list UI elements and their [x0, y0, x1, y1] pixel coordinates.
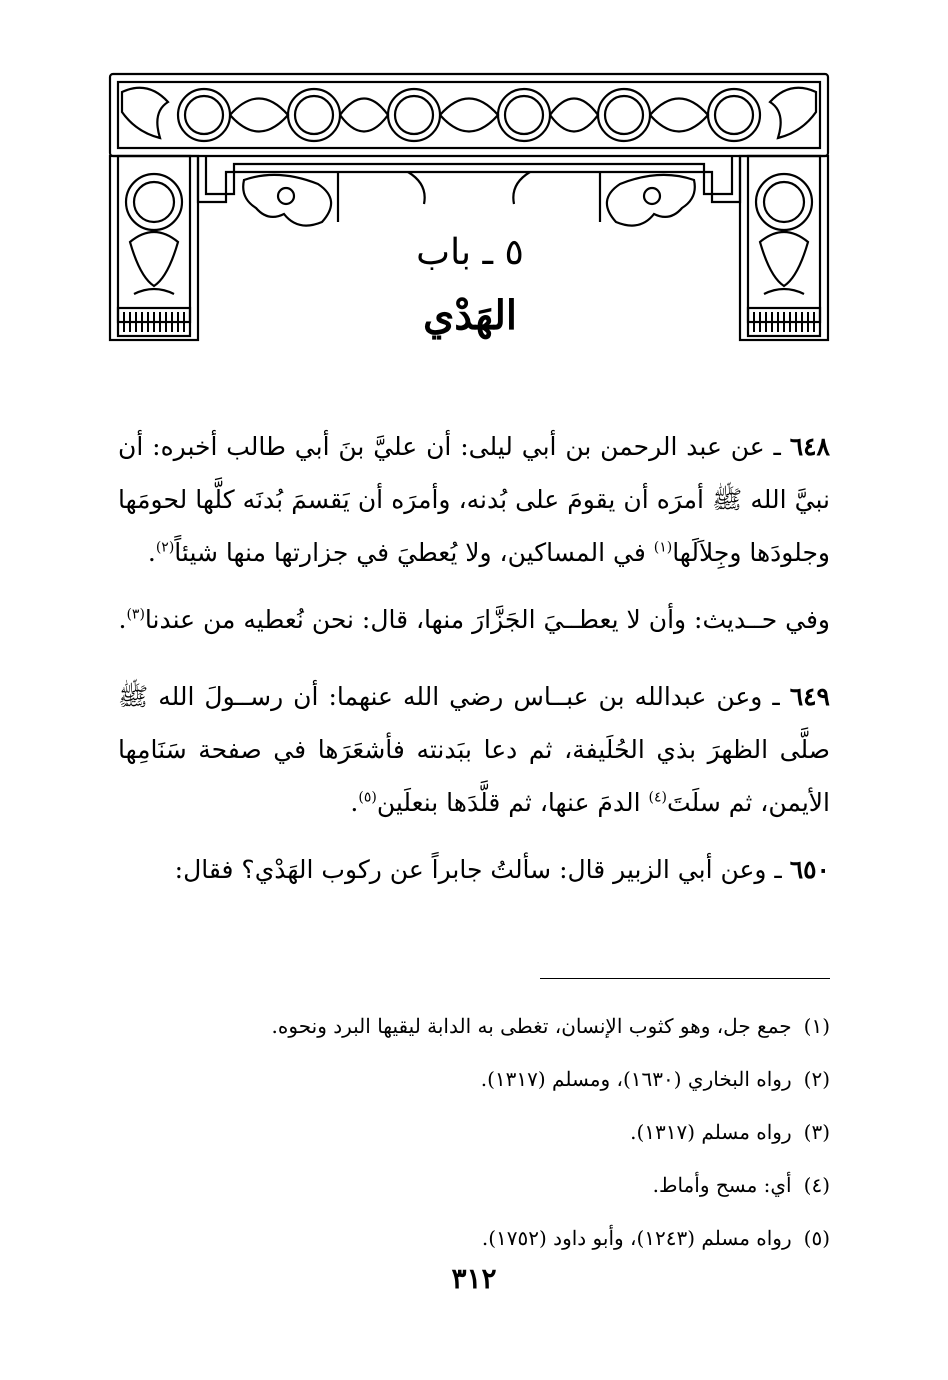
hadith-649: [118, 670, 830, 829]
footnote-item: [118, 1053, 830, 1106]
footnote-item: [118, 1106, 830, 1159]
footnote-marker: (٢): [803, 1067, 830, 1091]
chapter-number-label: ٥ ـ باب: [416, 232, 524, 273]
footnote-text: رواه البخاري (١٦٣٠)، ومسلم (١٣١٧).: [480, 1067, 792, 1091]
hadith-number: ٦٥٠: [789, 855, 830, 884]
footnote-ref: (٢): [155, 539, 175, 556]
footnote-ref: (٤): [648, 789, 668, 806]
page-number: ٣١٢: [451, 1262, 497, 1295]
paragraph-text: وفي حــديث: وأن لا يعطــيَ الجَزَّارَ منها، قال: نحن نُعطيه من عندنا: [144, 605, 830, 634]
paragraph-text: ـ عن عبد الرحمن بن أبي ليلى: أن عليَّ بنَ أبي طالب أخبره: أن نبيَّ الله ﷺ أمرَه أن يقومَ على بُدنه، وأمرَه أن يَقسمَ بُدنَه كلَّها لحومَها وجلودَها وجِلاَلَها: [118, 432, 830, 567]
hadith-number: ٦٤٨: [789, 432, 830, 461]
footnote-marker: (١): [803, 1014, 830, 1038]
footnote-item: [118, 1212, 830, 1265]
footnote-item: [118, 1000, 830, 1053]
paragraph-text: في المساكين، ولا يُعطيَ في جزارتها منها شيئاً: [174, 538, 654, 567]
footnote-divider: [540, 978, 830, 979]
footnote-ref: (١): [653, 539, 673, 556]
paragraph-text: الدمَ عنها، ثم قلَّدَها بنعلَين: [376, 788, 649, 817]
footnote-ref: (٥): [358, 789, 377, 806]
footnote-marker: (٣): [803, 1120, 830, 1144]
hadith-number: ٦٤٩: [789, 682, 830, 711]
footnote-text: أي: مسح وأماط.: [652, 1173, 792, 1197]
paragraph-text: ـ وعن عبدالله بن عبــاس رضي الله عنهما: أن رســولَ الله ﷺ صلَّى الظهرَ بذي الحُلَيفة، ثم دعا ببَدنته فأشعَرَها في صفحة سَنَامِها الأيمن، ثم سلَتَ: [118, 682, 830, 817]
paragraph-text: .: [147, 538, 156, 567]
footnote-text: رواه مسلم (١٢٤٣)، وأبو داود (١٧٥٢).: [481, 1226, 792, 1250]
footnote-marker: (٤): [803, 1173, 830, 1197]
paragraph-text: .: [118, 605, 127, 634]
chapter-title: الهَدْي: [422, 292, 518, 339]
hadith-648-variant: [118, 593, 830, 646]
footnote-marker: (٥): [803, 1226, 830, 1250]
paragraph-text: .: [350, 788, 359, 817]
main-text: [118, 420, 830, 896]
footnotes: [118, 1000, 830, 1265]
hadith-648: [118, 420, 830, 579]
hadith-650: [118, 843, 830, 896]
footnote-text: جمع جل، وهو كثوب الإنسان، تغطى به الدابة ليقيها البرد ونحوه.: [271, 1014, 792, 1038]
footnote-text: رواه مسلم (١٣١٧).: [630, 1120, 792, 1144]
footnote-ref: (٣): [126, 606, 145, 623]
paragraph-text: ـ وعن أبي الزبير قال: سألتُ جابراً عن ركوب الهَدْي؟ فقال:: [174, 855, 790, 884]
footnote-item: [118, 1159, 830, 1212]
